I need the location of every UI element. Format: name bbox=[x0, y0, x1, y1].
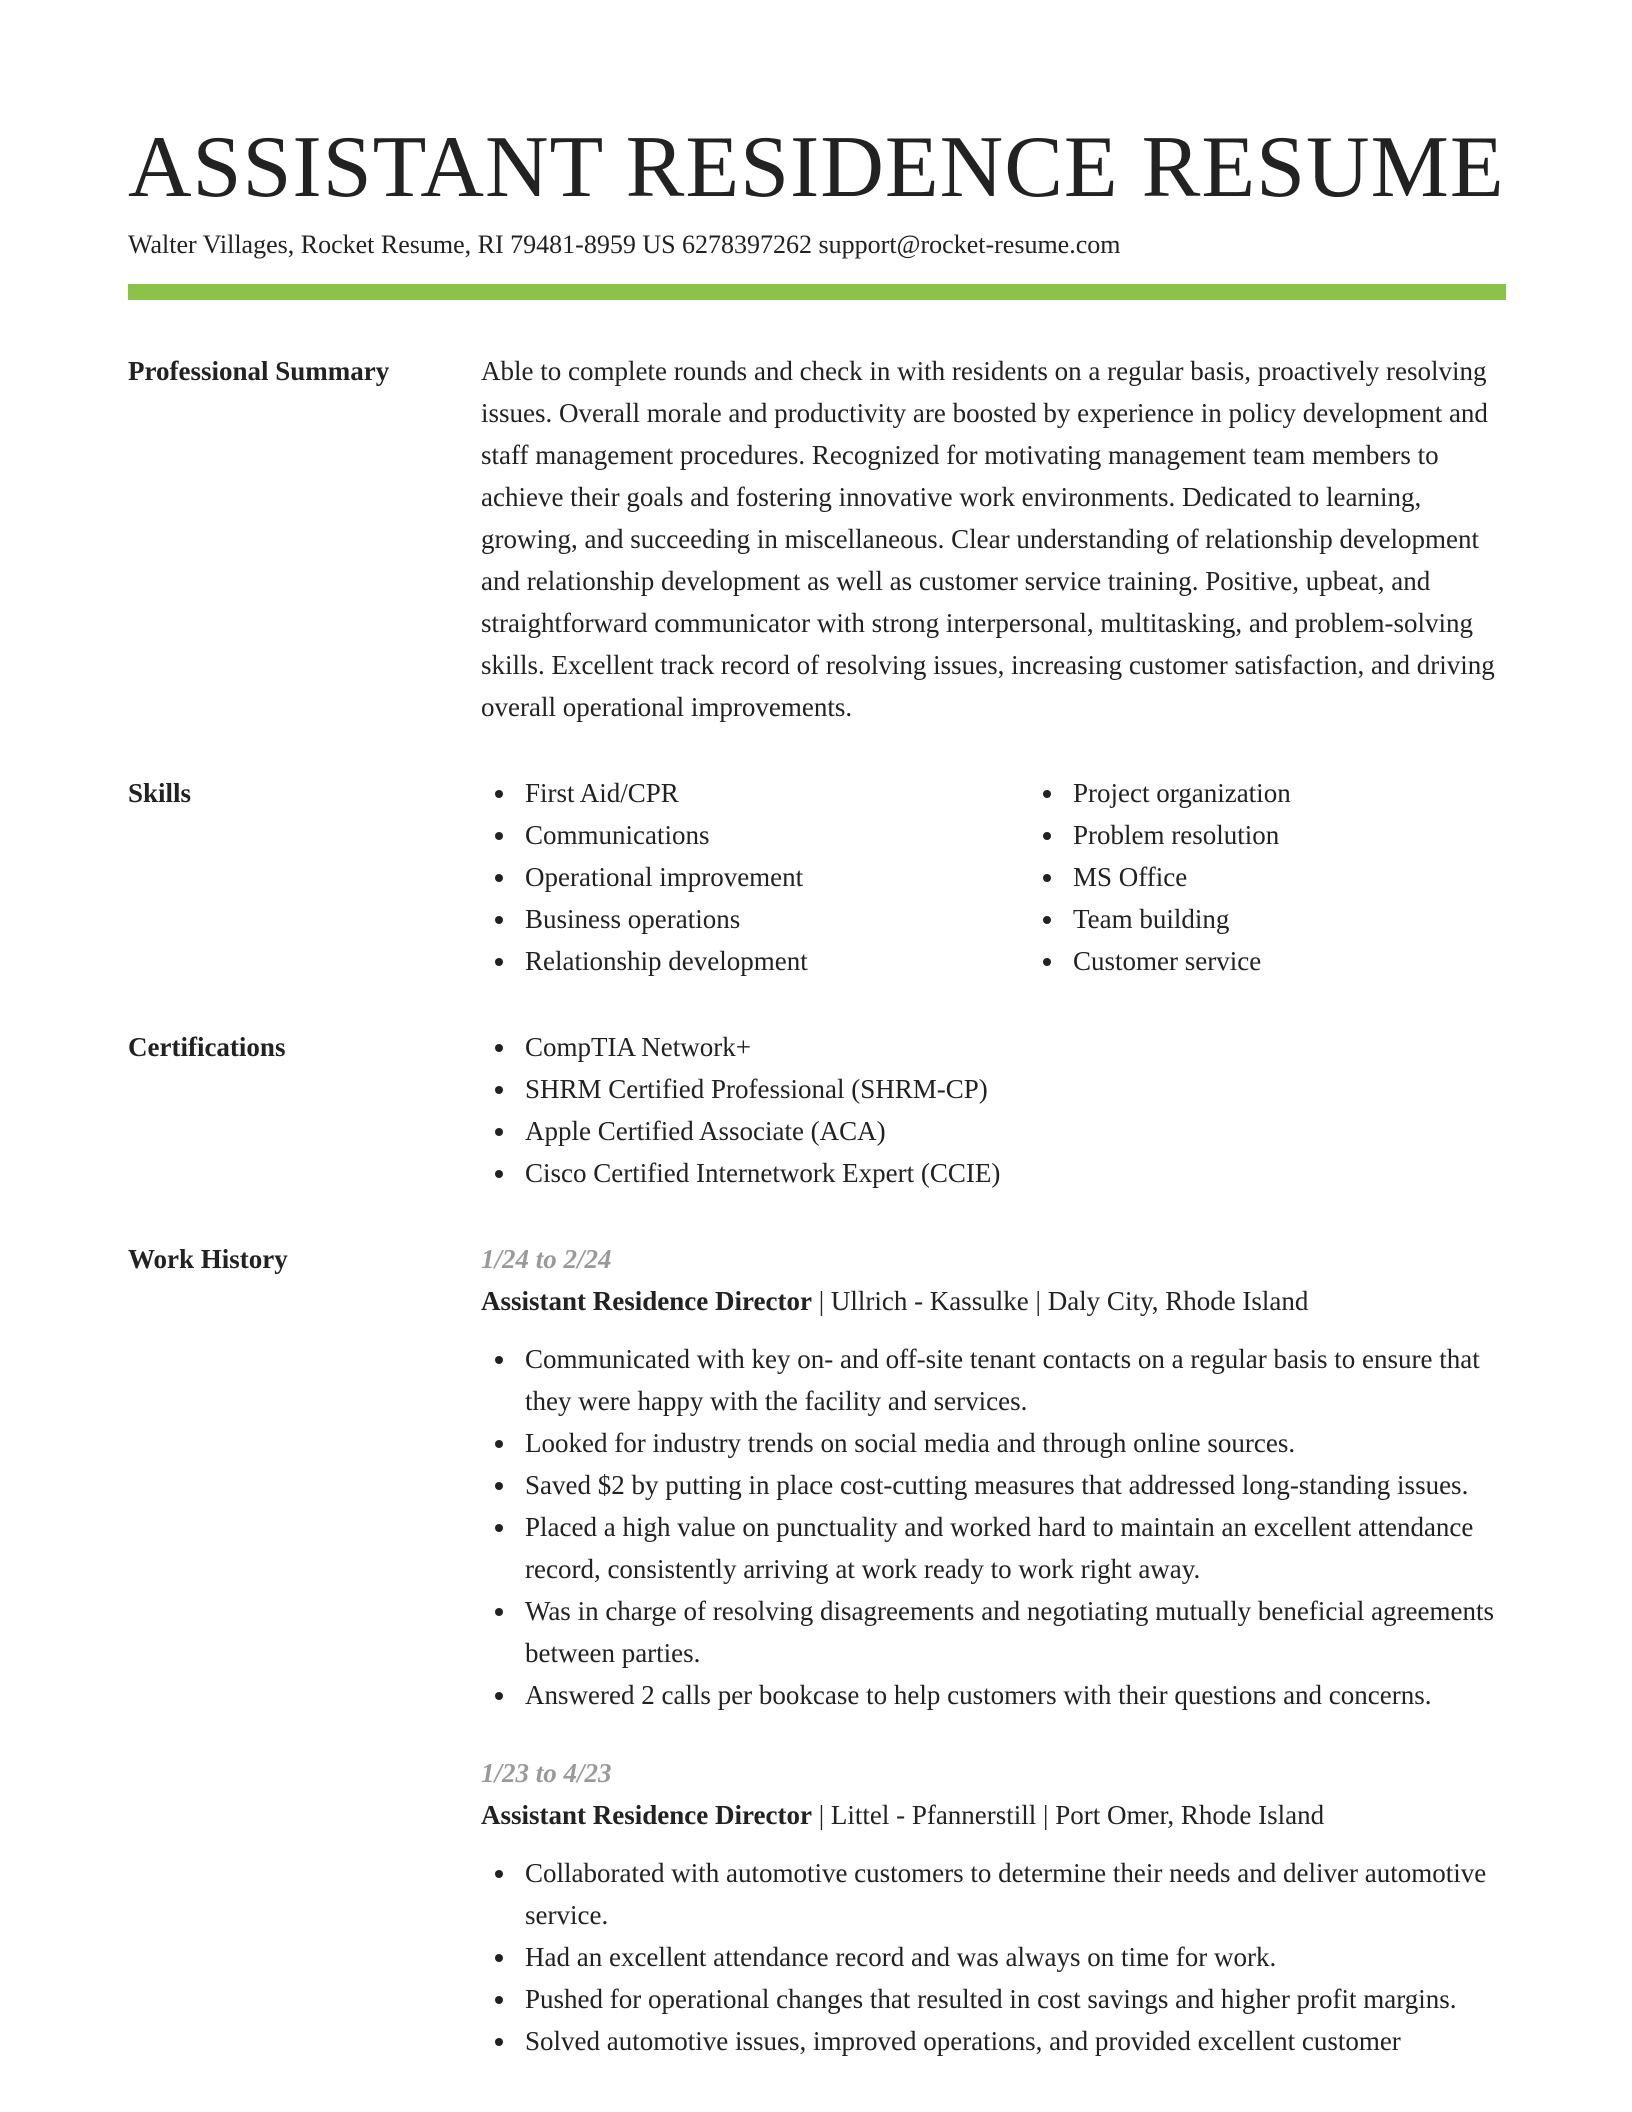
summary-section bbox=[128, 350, 1506, 728]
job-entry bbox=[481, 1752, 1506, 2062]
skill-item: Problem resolution bbox=[1073, 814, 1577, 856]
work-history-label: Work History bbox=[128, 1244, 288, 1274]
job-bullets bbox=[481, 1338, 1506, 1716]
job-dates: 1/24 to 2/24 bbox=[481, 1244, 612, 1274]
job-bullet: Communicated with key on- and off-site tenant contacts on a regular basis to ensure that they were happy with the facility and services. bbox=[525, 1338, 1506, 1422]
job-title: Assistant Residence Director bbox=[481, 1800, 812, 1830]
job-bullet: Had an excellent attendance record and was always on time for work. bbox=[525, 1936, 1506, 1978]
job-entry bbox=[481, 1238, 1506, 1716]
job-bullet: Placed a high value on punctuality and worked hard to maintain an excellent attendance record, consistently arriving at work ready to work right away. bbox=[525, 1506, 1506, 1590]
job-bullets bbox=[481, 1852, 1506, 2062]
resume-title: ASSISTANT RESIDENCE RESUME bbox=[128, 119, 1505, 216]
contact-line: Walter Villages, Rocket Resume, RI 79481-8959 US 6278397262 support@rocket-resume.com bbox=[128, 230, 1121, 259]
job-bullet: Solved automotive issues, improved operations, and provided excellent customer bbox=[525, 2020, 1506, 2062]
skills-section bbox=[128, 772, 1506, 982]
job-title: Assistant Residence Director bbox=[481, 1286, 812, 1316]
certification-item: SHRM Certified Professional (SHRM-CP) bbox=[525, 1068, 1506, 1110]
job-bullet: Answered 2 calls per bookcase to help customers with their questions and concerns. bbox=[525, 1674, 1506, 1716]
skill-item: MS Office bbox=[1073, 856, 1577, 898]
job-heading bbox=[481, 1794, 1506, 1836]
skill-item: Communications bbox=[525, 814, 1029, 856]
certifications-label: Certifications bbox=[128, 1032, 286, 1062]
certifications-section bbox=[128, 1026, 1506, 1194]
certification-item: Apple Certified Associate (ACA) bbox=[525, 1110, 1506, 1152]
job-bullet: Collaborated with automotive customers to determine their needs and deliver automotive service. bbox=[525, 1852, 1506, 1936]
skill-item: First Aid/CPR bbox=[525, 772, 1029, 814]
job-bullet: Pushed for operational changes that resulted in cost savings and higher profit margins. bbox=[525, 1978, 1506, 2020]
job-dates: 1/23 to 4/23 bbox=[481, 1758, 612, 1788]
certification-item: Cisco Certified Internetwork Expert (CCIE) bbox=[525, 1152, 1506, 1194]
skills-list-left bbox=[481, 772, 1029, 982]
certification-item: CompTIA Network+ bbox=[525, 1026, 1506, 1068]
skill-item: Business operations bbox=[525, 898, 1029, 940]
summary-label: Professional Summary bbox=[128, 356, 390, 386]
skill-item: Operational improvement bbox=[525, 856, 1029, 898]
skill-item: Project organization bbox=[1073, 772, 1577, 814]
job-details: | Littel - Pfannerstill | Port Omer, Rhode Island bbox=[811, 1800, 1325, 1830]
skills-list-right bbox=[1029, 772, 1577, 982]
job-details: | Ullrich - Kassulke | Daly City, Rhode Island bbox=[811, 1286, 1309, 1316]
job-bullet: Saved $2 by putting in place cost-cutting measures that addressed long-standing issues. bbox=[525, 1464, 1506, 1506]
work-history-section bbox=[128, 1238, 1506, 2062]
skill-item: Team building bbox=[1073, 898, 1577, 940]
job-bullet: Looked for industry trends on social media and through online sources. bbox=[525, 1422, 1506, 1464]
job-bullet: Was in charge of resolving disagreements and negotiating mutually beneficial agreements between parties. bbox=[525, 1590, 1506, 1674]
job-heading bbox=[481, 1280, 1506, 1322]
skill-item: Relationship development bbox=[525, 940, 1029, 982]
accent-divider bbox=[128, 284, 1506, 300]
resume-page bbox=[128, 118, 1506, 2062]
summary-text: Able to complete rounds and check in with residents on a regular basis, proactively resolving issues. Overall morale and productivity are boosted by experience in policy development and staff management procedures. Recognized for motivating management team members to achieve their goals and fostering innovative work environments. Dedicated to learning, growing, and succeeding in miscellaneous. Clear understanding of relationship development and relationship development as well as customer service training. Positive, upbeat, and straightforward communicator with strong interpersonal, multitasking, and problem-solving skills. Excellent track record of resolving issues, increasing customer satisfaction, and driving overall operational improvements. bbox=[481, 356, 1495, 722]
certifications-list bbox=[481, 1026, 1506, 1194]
skill-item: Customer service bbox=[1073, 940, 1577, 982]
skills-label: Skills bbox=[128, 778, 192, 808]
